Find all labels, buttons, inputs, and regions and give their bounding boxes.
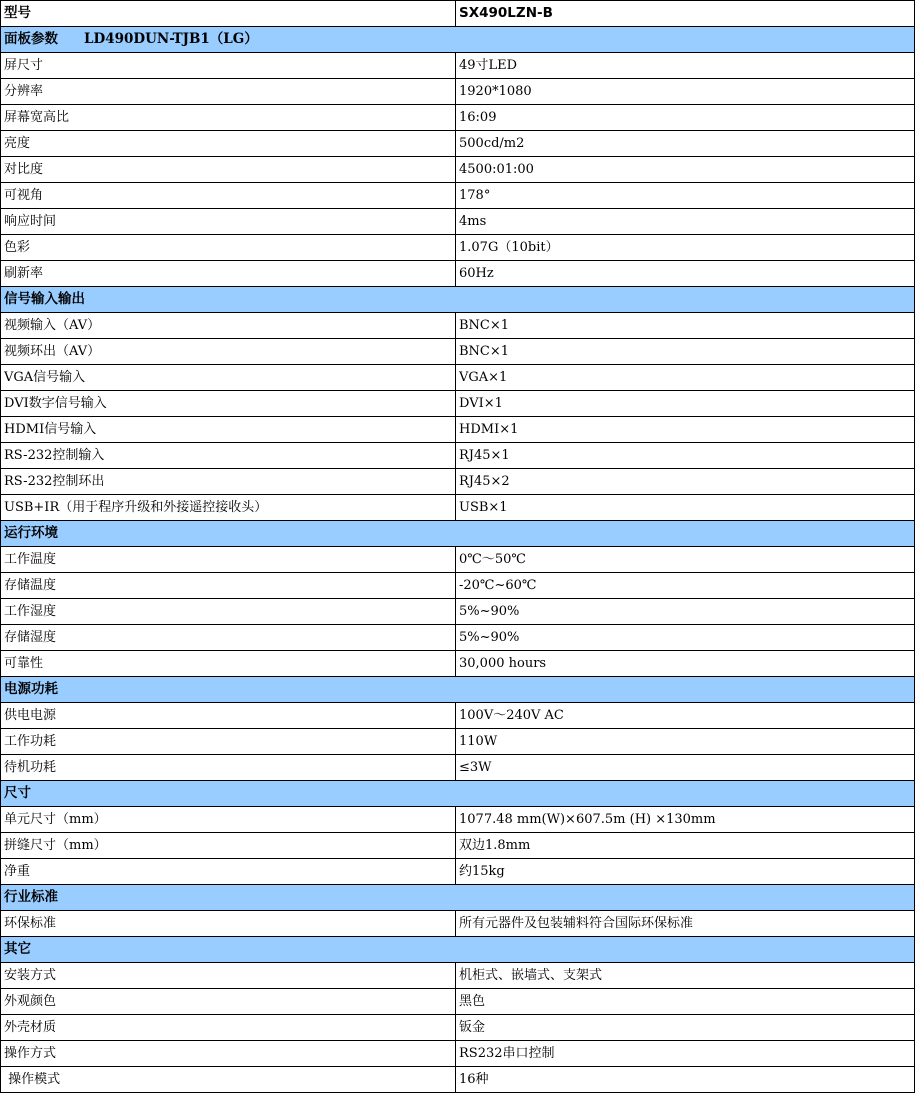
spec-row	[1, 859, 915, 885]
spec-row	[1, 313, 915, 339]
spec-label: 刷新率	[1, 261, 456, 287]
spec-label: 响应时间	[1, 209, 456, 235]
spec-row	[1, 963, 915, 989]
section-header	[1, 521, 915, 547]
spec-row	[1, 703, 915, 729]
spec-row	[1, 625, 915, 651]
spec-value: 黑色	[456, 989, 915, 1015]
spec-row	[1, 105, 915, 131]
section-title: 运行环境	[4, 525, 58, 541]
section-title-cell	[1, 781, 915, 807]
spec-row	[1, 911, 915, 937]
spec-row	[1, 157, 915, 183]
spec-row	[1, 1015, 915, 1041]
spec-value: DVI×1	[456, 391, 915, 417]
spec-row	[1, 651, 915, 677]
spec-label: RS-232控制输入	[1, 443, 456, 469]
section-title-cell	[1, 27, 915, 53]
section-title: 面板参数	[4, 31, 58, 47]
model-label: 型号	[1, 1, 456, 27]
spec-row	[1, 391, 915, 417]
spec-row	[1, 339, 915, 365]
spec-label: 外观颜色	[1, 989, 456, 1015]
spec-value: 4500:01:00	[456, 157, 915, 183]
model-value: SX490LZN-B	[456, 1, 915, 27]
spec-row	[1, 573, 915, 599]
spec-row	[1, 547, 915, 573]
spec-value: RS232串口控制	[456, 1041, 915, 1067]
spec-value: RJ45×1	[456, 443, 915, 469]
spec-value: 16种	[456, 1067, 915, 1093]
spec-value: 4ms	[456, 209, 915, 235]
spec-label: 供电电源	[1, 703, 456, 729]
spec-label: USB+IR（用于程序升级和外接遥控接收头）	[1, 495, 456, 521]
spec-value: 500cd/m2	[456, 131, 915, 157]
spec-row	[1, 755, 915, 781]
section-title: 信号输入输出	[4, 291, 85, 307]
spec-value: HDMI×1	[456, 417, 915, 443]
spec-row	[1, 443, 915, 469]
spec-row	[1, 989, 915, 1015]
spec-value: VGA×1	[456, 365, 915, 391]
spec-row	[1, 235, 915, 261]
spec-label: 对比度	[1, 157, 456, 183]
spec-label: 工作湿度	[1, 599, 456, 625]
section-title: 其它	[4, 941, 31, 957]
spec-value: 双边1.8mm	[456, 833, 915, 859]
spec-value: 60Hz	[456, 261, 915, 287]
section-title-cell	[1, 885, 915, 911]
model-row	[1, 1, 915, 27]
spec-value: 1920*1080	[456, 79, 915, 105]
spec-label: HDMI信号输入	[1, 417, 456, 443]
section-title: 电源功耗	[4, 681, 58, 697]
section-header	[1, 677, 915, 703]
spec-value: 178°	[456, 183, 915, 209]
spec-row	[1, 599, 915, 625]
spec-label: 拼缝尺寸（mm）	[1, 833, 456, 859]
spec-label: 工作功耗	[1, 729, 456, 755]
section-title: 尺寸	[4, 785, 31, 801]
spec-label: 可靠性	[1, 651, 456, 677]
spec-label: 单元尺寸（mm）	[1, 807, 456, 833]
spec-label: 工作温度	[1, 547, 456, 573]
spec-label: 分辨率	[1, 79, 456, 105]
spec-label: 色彩	[1, 235, 456, 261]
spec-value: 16:09	[456, 105, 915, 131]
spec-value: 5%~90%	[456, 599, 915, 625]
spec-row	[1, 365, 915, 391]
spec-row	[1, 417, 915, 443]
spec-value: 所有元器件及包装辅料符合国际环保标准	[456, 911, 915, 937]
spec-row	[1, 209, 915, 235]
spec-row	[1, 729, 915, 755]
spec-row	[1, 183, 915, 209]
spec-label: 存储湿度	[1, 625, 456, 651]
spec-label: 操作方式	[1, 1041, 456, 1067]
spec-value: 1077.48 mm(W)×607.5m (H) ×130mm	[456, 807, 915, 833]
spec-value: 110W	[456, 729, 915, 755]
section-header	[1, 937, 915, 963]
spec-value: 30,000 hours	[456, 651, 915, 677]
spec-label: RS-232控制环出	[1, 469, 456, 495]
spec-label: 视频环出（AV）	[1, 339, 456, 365]
spec-label: 可视角	[1, 183, 456, 209]
spec-label: 环保标准	[1, 911, 456, 937]
section-title-cell	[1, 937, 915, 963]
spec-label: 安装方式	[1, 963, 456, 989]
spec-label: VGA信号输入	[1, 365, 456, 391]
section-subtitle: LD490DUN-TJB1（LG）	[84, 31, 258, 47]
spec-value: BNC×1	[456, 313, 915, 339]
spec-value: 机柜式、嵌墙式、支架式	[456, 963, 915, 989]
spec-label: 操作模式	[1, 1067, 456, 1093]
section-title: 行业标准	[4, 889, 58, 905]
spec-label: 屏幕宽高比	[1, 105, 456, 131]
spec-value: BNC×1	[456, 339, 915, 365]
section-header	[1, 287, 915, 313]
spec-row	[1, 807, 915, 833]
spec-label: 待机功耗	[1, 755, 456, 781]
spec-row	[1, 1067, 915, 1093]
spec-value: USB×1	[456, 495, 915, 521]
spec-value: 0℃～50℃	[456, 547, 915, 573]
section-title-cell	[1, 287, 915, 313]
section-header	[1, 781, 915, 807]
spec-label: 存储温度	[1, 573, 456, 599]
spec-label: 视频输入（AV）	[1, 313, 456, 339]
spec-label: 外壳材质	[1, 1015, 456, 1041]
spec-value: 49寸LED	[456, 53, 915, 79]
spec-label: 净重	[1, 859, 456, 885]
spec-value: -20℃~60℃	[456, 573, 915, 599]
spec-row	[1, 833, 915, 859]
spec-value: 100V～240V AC	[456, 703, 915, 729]
spec-value: ≤3W	[456, 755, 915, 781]
section-title-cell	[1, 677, 915, 703]
spec-row	[1, 261, 915, 287]
spec-row	[1, 495, 915, 521]
section-header	[1, 885, 915, 911]
spec-value: 5%~90%	[456, 625, 915, 651]
spec-row	[1, 53, 915, 79]
spec-value: RJ45×2	[456, 469, 915, 495]
spec-row	[1, 1041, 915, 1067]
spec-value: 1.07G（10bit）	[456, 235, 915, 261]
spec-label: DVI数字信号输入	[1, 391, 456, 417]
spec-label: 亮度	[1, 131, 456, 157]
spec-value: 钣金	[456, 1015, 915, 1041]
spec-label: 屏尺寸	[1, 53, 456, 79]
spec-row	[1, 131, 915, 157]
spec-row	[1, 469, 915, 495]
section-title-cell	[1, 521, 915, 547]
section-header	[1, 27, 915, 53]
spec-value: 约15kg	[456, 859, 915, 885]
spec-table-body	[1, 1, 915, 1093]
spec-row	[1, 79, 915, 105]
